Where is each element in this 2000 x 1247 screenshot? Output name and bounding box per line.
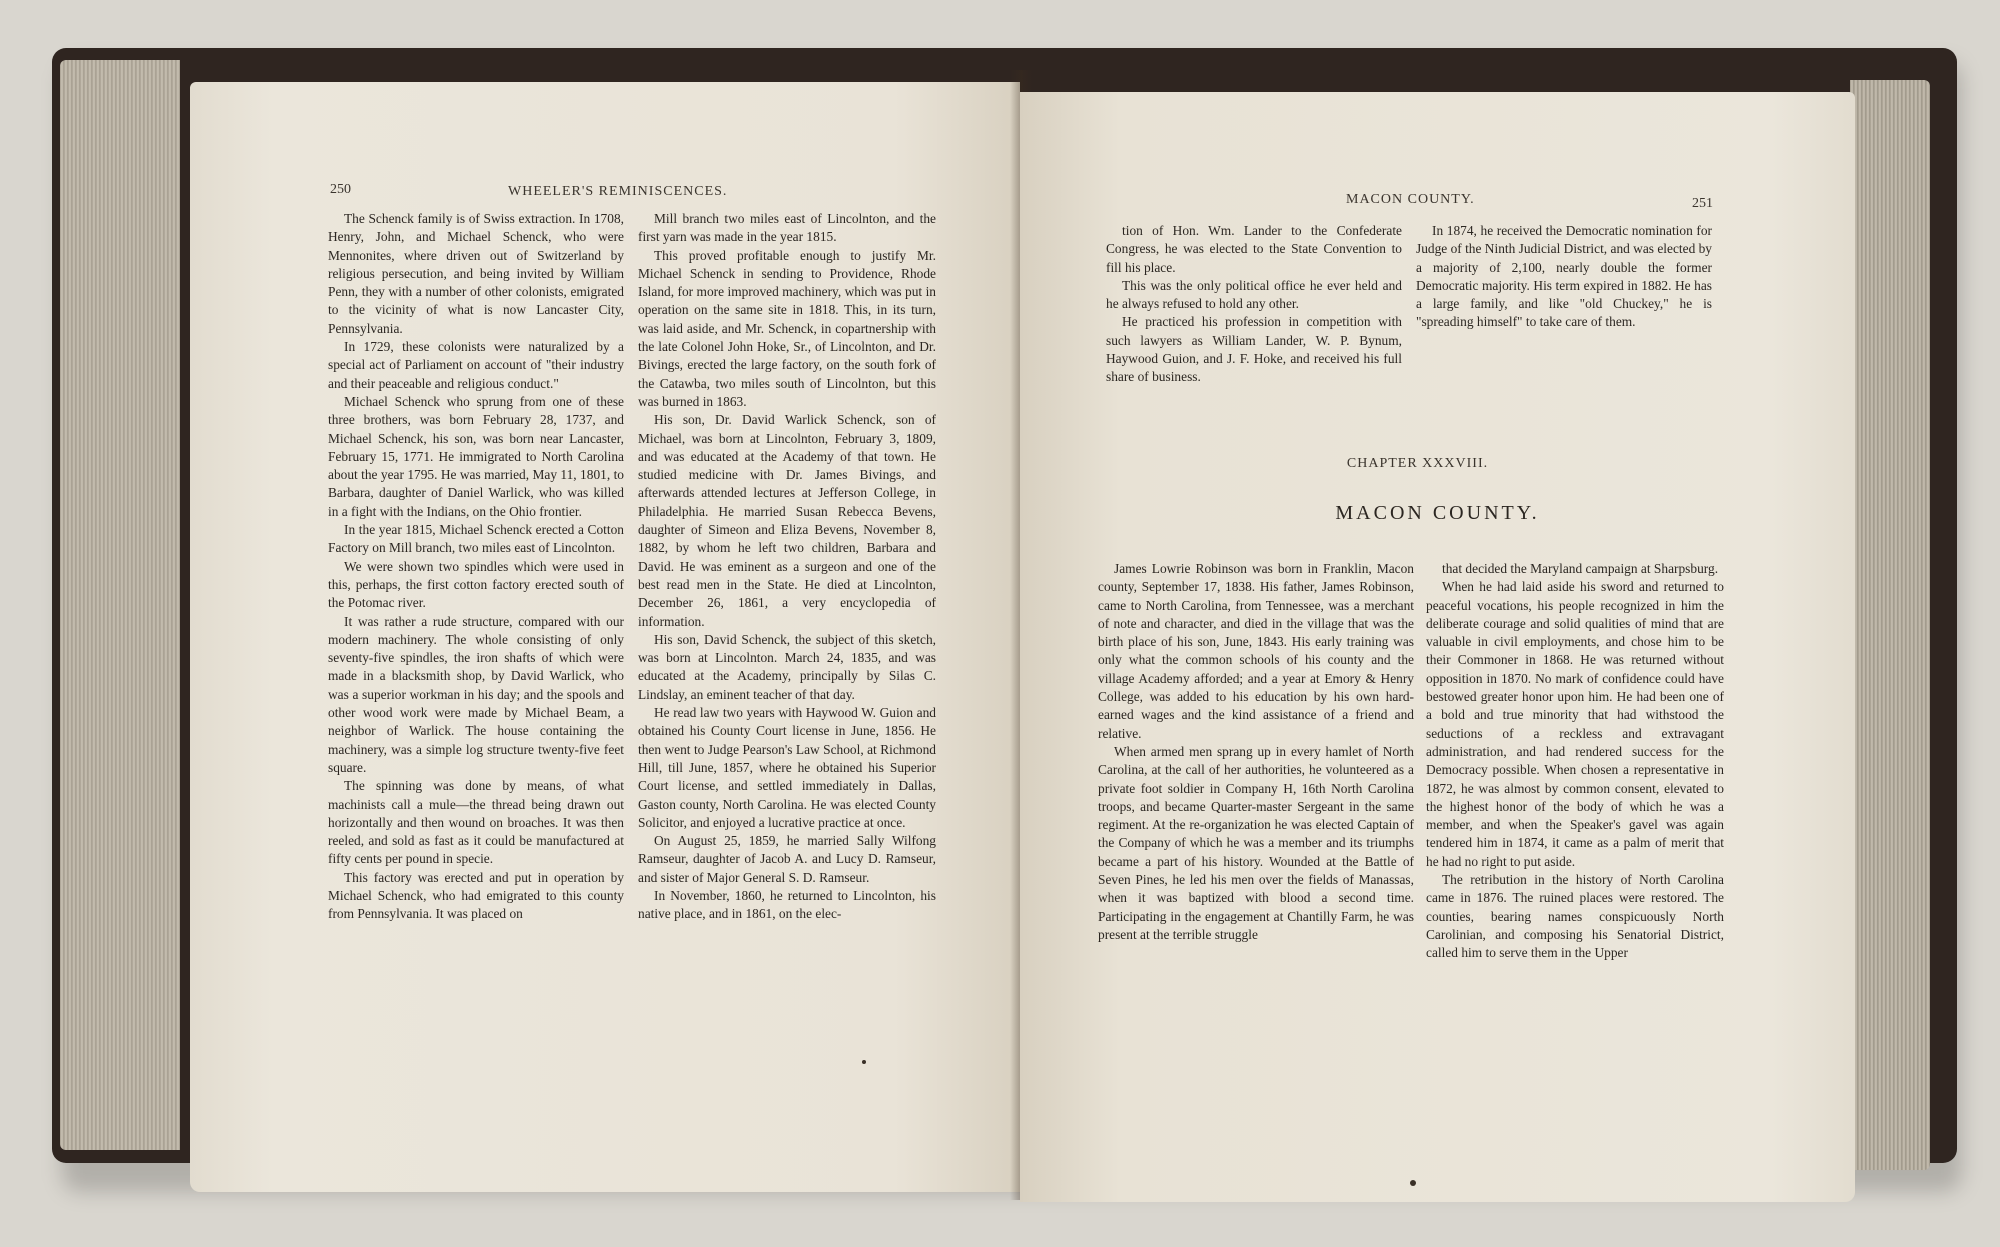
- paper-speck: [1410, 1180, 1416, 1186]
- text-column-1: [1098, 560, 1414, 944]
- page-number: 251: [1692, 196, 1713, 211]
- paragraph: He read law two years with Haywood W. Guion and obtained his County Court license in June, 1856. He then went to Judge Pearson's Law School, at Richmond Hill, till June, 1857, where he obtained his Superior Court license, and settled immediately in Dallas, Gaston county, North Carolina. He was elected County Solicitor, and enjoyed a lucrative practice at once.: [638, 705, 936, 830]
- paragraph: We were shown two spindles which were used in this, perhaps, the first cotton factory erected south of the Potomac river.: [328, 558, 624, 611]
- paragraph: James Lowrie Robinson was born in Franklin, Macon county, September 17, 1838. His father, James Robinson, came to North Carolina, from Tennessee, was a merchant of note and character, and died in the village that was the birth place of his son, June, 1843. His early training was only what the common schools of his county and the village Academy afforded; and a year at Emory & Henry College, was added to his education by his own hard-earned wages and the kind assistance of a friend and relative.: [1098, 561, 1414, 741]
- text-column-1: [1106, 222, 1402, 387]
- paragraph: On August 25, 1859, he married Sally Wilfong Ramseur, daughter of Jacob A. and Lucy D. Ramseur, and sister of Major General S. D. Ramseur.: [638, 833, 936, 885]
- paragraph: He practiced his profession in competition with such lawyers as William Lander, W. P. Bynum, Haywood Guion, and J. F. Hoke, and received his full share of business.: [1106, 314, 1402, 385]
- paragraph: In 1874, he received the Democratic nomination for Judge of the Ninth Judicial District, and was elected by a majority of 2,100, nearly double the former Democratic majority. His term expired in 1882. He has a large family, and like "old Chuckey," he is "spreading himself" to take care of them.: [1416, 223, 1713, 330]
- paragraph: The Schenck family is of Swiss extraction. In 1708, Henry, John, and Michael Schenck, who were Mennonites, where driven out of Switzerland by religious persecution, and being invited by William Penn, they with a number of other colonists, emigrated to the vicinity of what is now Lancaster City, Pennsylvania.: [328, 211, 624, 336]
- paragraph: that decided the Maryland campaign at Sharpsburg.: [1442, 561, 1719, 576]
- running-head: WHEELER'S REMINISCENCES.: [508, 184, 728, 199]
- page-edges-right: [1850, 80, 1930, 1170]
- chapter-number: CHAPTER XXXVIII.: [1346, 456, 1489, 471]
- paragraph: Mill branch two miles east of Lincolnton, and the first yarn was made in the year 1815.: [638, 211, 936, 245]
- paragraph: In the year 1815, Michael Schenck erected a Cotton Factory on Mill branch, two miles east of Lincolnton.: [328, 522, 624, 556]
- paragraph: When he had laid aside his sword and returned to peaceful vocations, his people recognized in him the deliberate courage and solid qualities of mind that are valuable in civil employments, and chose him to be their Commoner in 1868. He was returned without opposition in 1870. No mark of confidence could have bestowed greater honor upon him. He had been one of a bold and true minority that had withstood the seductions of a reckless and extravagant administration, and had rendered success for the Democracy possible. When chosen a representative in 1872, he was almost by common consent, elevated to the highest honor of the body of which he was a member, and when the Speaker's gavel was again tendered him in 1874, it came as a palm of merit that he had no right to put aside.: [1426, 579, 1724, 869]
- text-column-1: [328, 210, 624, 924]
- paragraph: This factory was erected and put in operation by Michael Schenck, who had emigrated to this county from Pennsylvania. It was placed on: [328, 869, 624, 922]
- chapter-title: MACON COUNTY.: [1335, 502, 1540, 524]
- left-page: [190, 82, 1020, 1192]
- paragraph: When armed men sprang up in every hamlet of North Carolina, at the call of her authorities, he volunteered as a private foot soldier in Company H, 16th North Carolina troops, and became Quarter-master Sergeant in the same regiment. At the re-organization he was elected Captain of the Company of which he was a member and its triumphs became a part of his history. Wounded at the Battle of Seven Pines, he led his men over the fields of Manassas, when it was baptized with blood a second time. Participating in the engagement at Chantilly Farm, he was present at the terrible struggle: [1098, 743, 1414, 942]
- paragraph: This proved profitable enough to justify Mr. Michael Schenck in sending to Providence, Rhode Island, for more improved machinery, which was put in operation on the same site in 1818. This, in its turn, was laid aside, and Mr. Schenck, in copartnership with the late Colonel John Hoke, Sr., of Lincolnton, and Dr. Bivings, erected the large factory, on the south fork of the Catawba, two miles south of Lincolnton, but this was burned in 1863.: [638, 247, 936, 409]
- paragraph: His son, David Schenck, the subject of this sketch, was born at Lincolnton. March 24, 1835, and was educated at the Academy, principally by Silas C. Lindslay, an eminent teacher of that day.: [638, 631, 936, 702]
- text-column-2: [1416, 222, 1712, 332]
- paragraph: The retribution in the history of North Carolina came in 1876. The ruined places were restored. The counties, bearing names conspicuously North Carolinian, and composing his Senatorial District, called him to serve them in the Upper: [1426, 872, 1724, 961]
- paragraph: His son, Dr. David Warlick Schenck, son of Michael, was born at Lincolnton, February 3, 1809, and was educated at the Academy of that town. He studied medicine with Dr. James Bivings, and afterwards attended lectures at Jefferson College, in Philadelphia. He married Susan Rebecca Bevens, daughter of Simeon and Eliza Bevens, November 8, 1882, by whom he left two children, Barbara and David. He was eminent as a surgeon and one of the best read men in the State. He died at Lincolnton, December 26, 1861, a very encyclopedia of information.: [638, 412, 936, 629]
- right-page: [1020, 92, 1855, 1202]
- paragraph: In November, 1860, he returned to Lincolnton, his native place, and in 1861, on the elec-: [638, 887, 936, 922]
- paper-speck: [862, 1060, 866, 1064]
- paragraph: The spinning was done by means, of what machinists call a mule—the thread being drawn out horizontally and then wound on broaches. It was then reeled, and sold as fast as it could be manufactured at fifty cents per pound in specie.: [328, 778, 624, 867]
- paragraph: It was rather a rude structure, compared with our modern machinery. The whole consisting of only seventy-five spindles, the iron shafts of which were made in a blacksmith shop, by David Warlick, who was a superior workman in his day; and the spools and other wood work were made by Michael Beam, a neighbor of Warlick. The house containing the machinery, was a simple log structure twenty-five feet square.: [328, 613, 624, 775]
- paragraph: In 1729, these colonists were naturalized by a special act of Parliament on account of "their industry and their peaceable and religious conduct.": [328, 339, 624, 391]
- page-number: 250: [330, 182, 351, 197]
- paragraph: tion of Hon. Wm. Lander to the Confederate Congress, he was elected to the State Convention to fill his place.: [1106, 223, 1402, 275]
- page-edges-left: [60, 60, 180, 1150]
- paragraph: This was the only political office he ever held and he always refused to hold any other.: [1106, 277, 1402, 312]
- running-head: MACON COUNTY.: [1346, 192, 1475, 207]
- paragraph: Michael Schenck who sprung from one of these three brothers, was born February 28, 1737, and Michael Schenck, his son, was born near Lancaster, February 15, 1771. He immigrated to North Carolina about the year 1795. He was married, May 11, 1801, to Barbara, daughter of Daniel Warlick, who was killed in a fight with the Indians, on the Ohio frontier.: [328, 393, 624, 519]
- text-column-2: [1426, 560, 1724, 963]
- text-column-2: [638, 210, 936, 924]
